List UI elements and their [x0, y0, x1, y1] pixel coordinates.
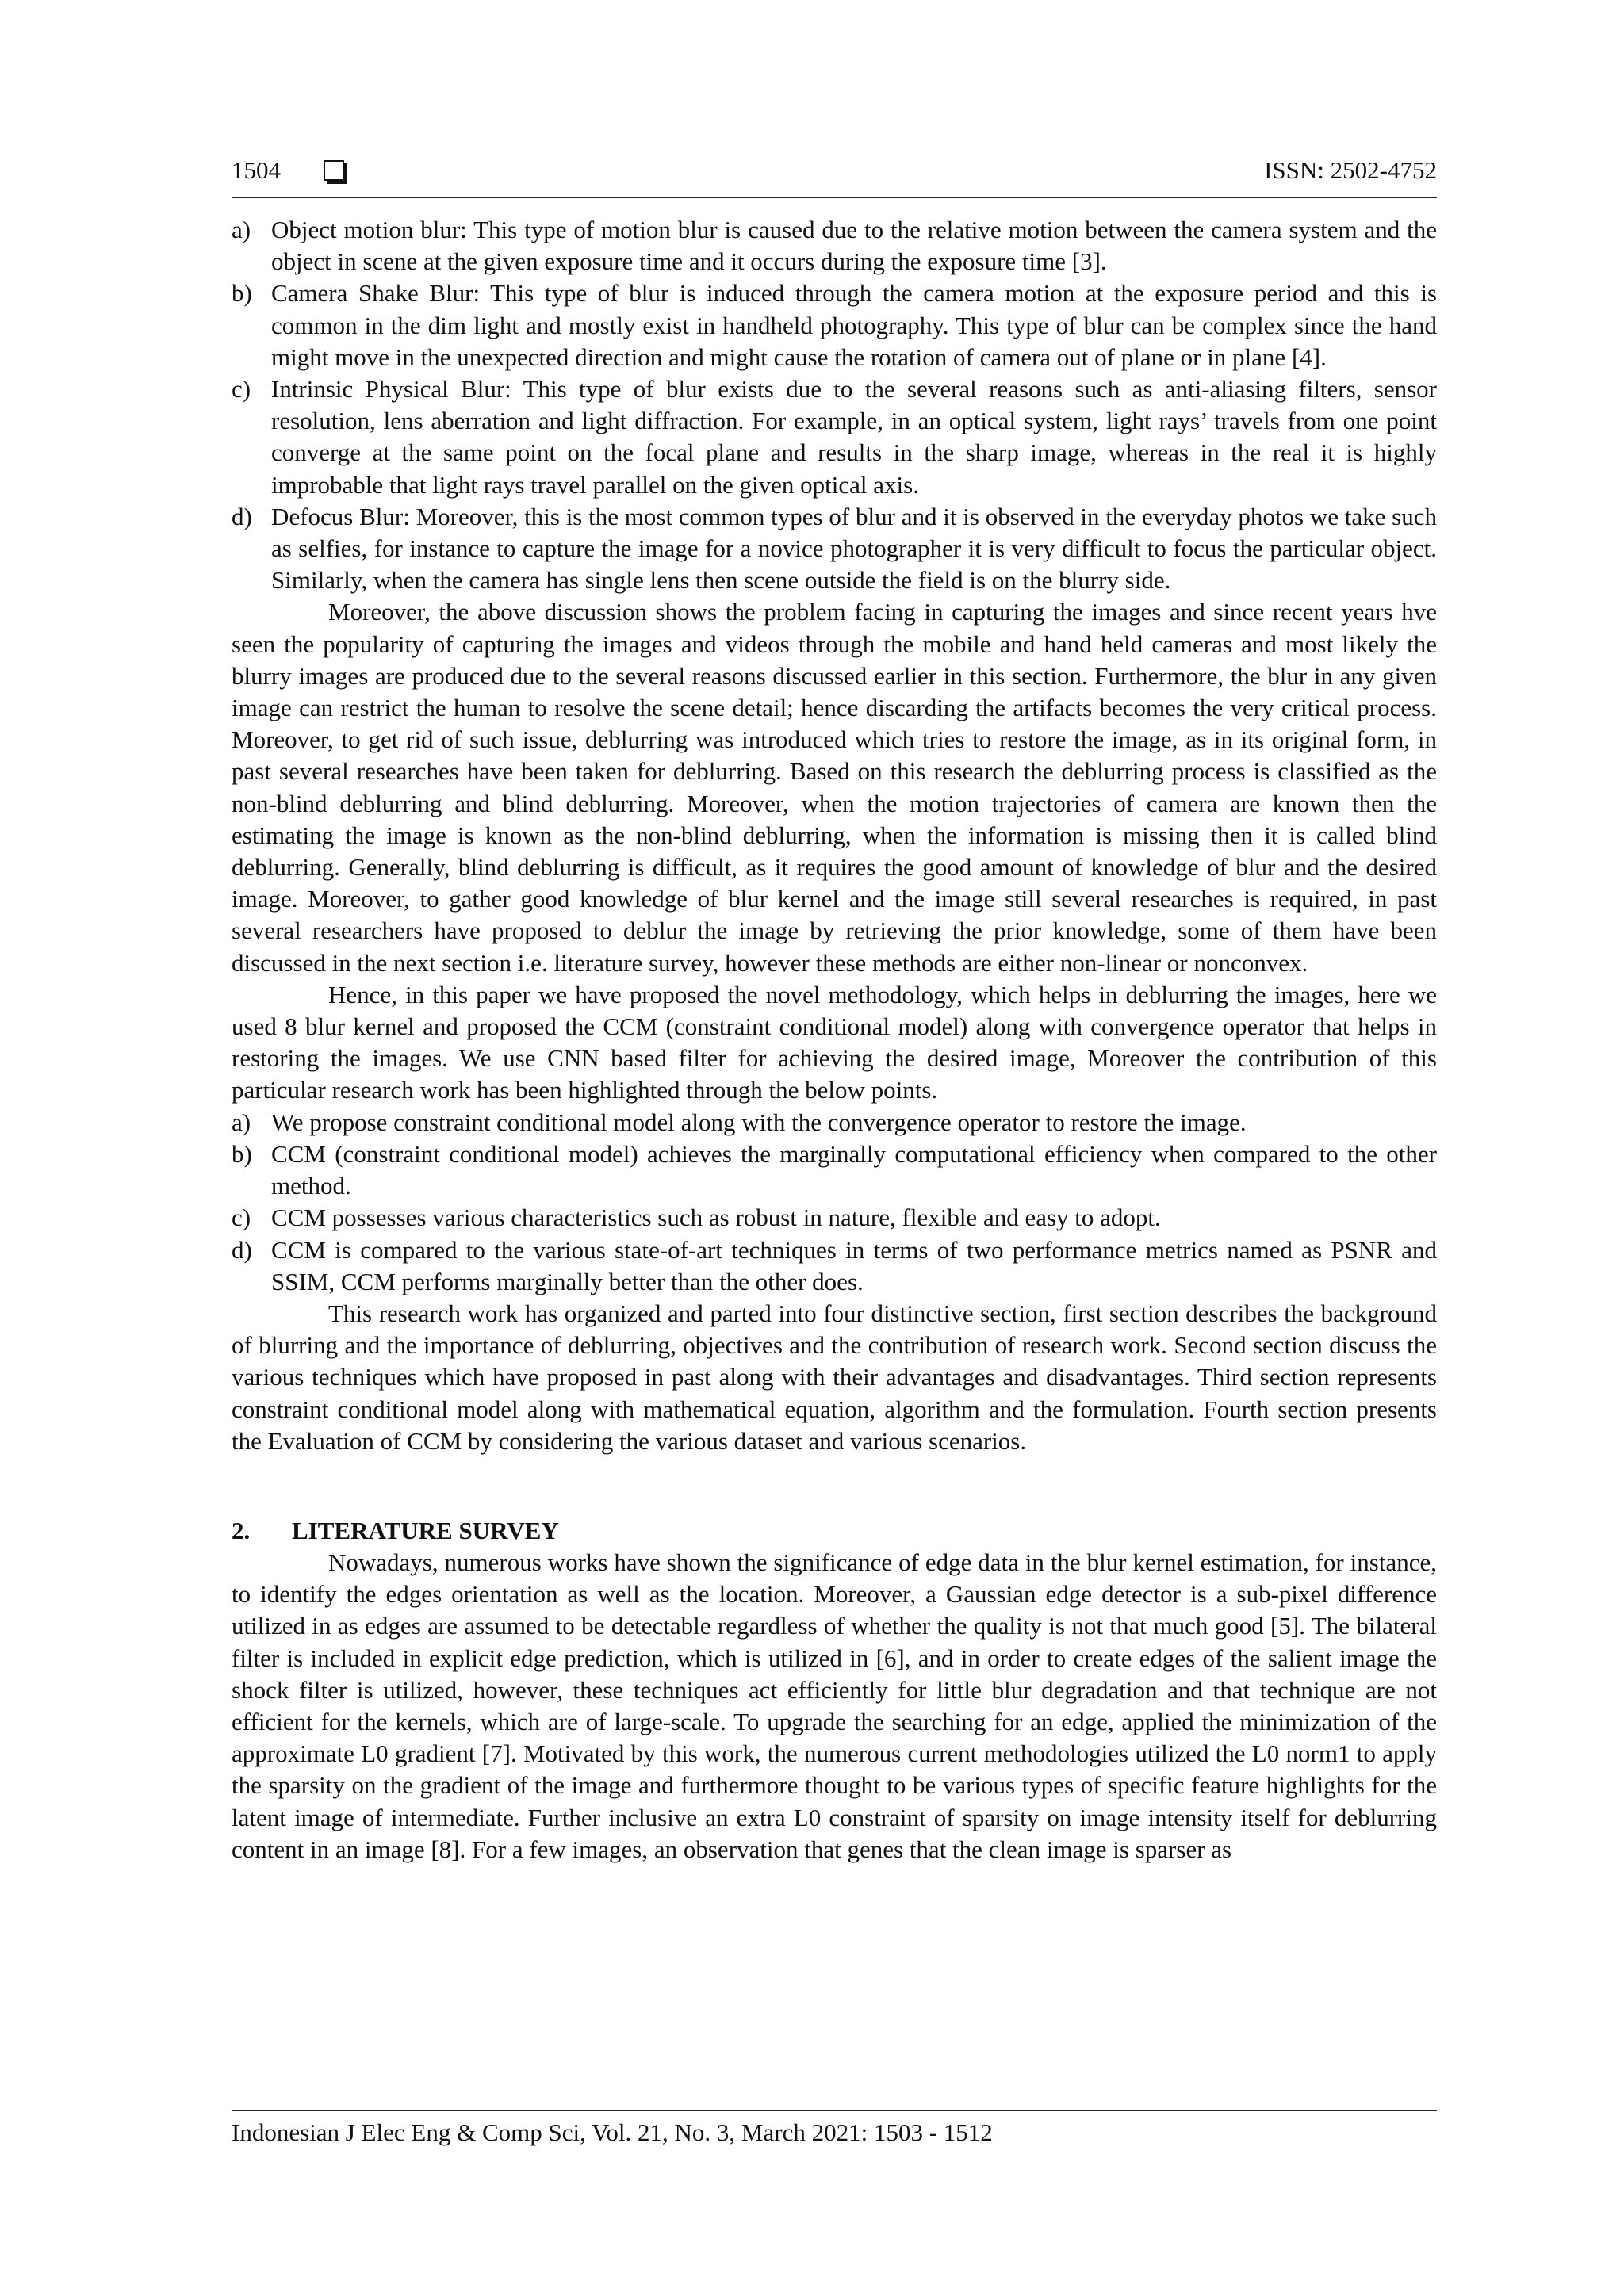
list-item-text: CCM is compared to the various state-of-art techniques in terms of two performance metrics named as PSNR and SSIM, CCM performs marginally better than the other does.: [271, 1235, 1437, 1295]
list-item: [232, 373, 1437, 501]
journal-citation: Indonesian J Elec Eng & Comp Sci, Vol. 21, No. 3, March 2021: 1503 - 1512: [232, 2118, 993, 2146]
contributions-list: [232, 1107, 1437, 1298]
page-number: 1504: [232, 156, 281, 184]
footer-rule: [232, 2110, 1437, 2111]
list-item: [232, 1107, 1437, 1138]
list-item-text: Camera Shake Blur: This type of blur is induced through the camera motion at the exposure period and this is common in the dim light and mostly exist in handheld photography. This type of blur can be complex since the hand might move in the unexpected direction and might cause the rotation of camera out of plane or in plane [4].: [271, 279, 1437, 371]
issn-label: ISSN: 2502-4752: [1264, 156, 1437, 184]
list-item: [232, 1234, 1437, 1298]
section-number: 2.: [232, 1516, 251, 1544]
list-item: [232, 501, 1437, 597]
list-item: [232, 214, 1437, 277]
list-marker: c): [232, 1203, 251, 1232]
paragraph: Hence, in this paper we have proposed the novel methodology, which helps in deblurring the images, here we used 8 blur kernel and proposed the CCM (constraint conditional model) along with convergence operator that helps in restoring the images. We use CNN based filter for achieving the desired image, Moreover the contribution of this particular research work has been highlighted through the below points.: [232, 980, 1437, 1104]
list-marker: b): [232, 279, 252, 308]
list-marker: a): [232, 1108, 251, 1136]
blur-types-list: [232, 214, 1437, 596]
list-item-text: CCM (constraint conditional model) achieves the marginally computational efficiency when compared to the other method.: [271, 1139, 1437, 1200]
list-item-text: Defocus Blur: Moreover, this is the most common types of blur and it is observed in the everyday photos we take such as selfies, for instance to capture the image for a novice photographer it is very difficult to focus the particular object. Similarly, when the camera has single lens then scene outside the field is on the blurry side.: [271, 502, 1437, 595]
paragraph: Moreover, the above discussion shows the problem facing in capturing the images and since recent years hve seen the popularity of capturing the images and videos through the mobile and hand held cameras and most likely the blurry images are produced due to the several reasons discussed earlier in this section. Furthermore, the blur in any given image can restrict the human to resolve the scene detail; hence discarding the artifacts becomes the very critical process. Moreover, to get rid of such issue, deblurring was introduced which tries to restore the image, as in its original form, in past several researches have been taken for deblurring. Based on this research the deblurring process is classified as the non-blind deblurring and blind deblurring. Moreover, when the motion trajectories of camera are known then the estimating the image is known as the non-blind deblurring, when the information is missing then it is called blind deblurring. Generally, blind deblurring is difficult, as it requires the good amount of knowledge of blur and the desired image. Moreover, to gather good knowledge of blur kernel and the image still several researches is required, in past several researchers have proposed to deblur the image by retrieving the prior knowledge, some of them have been discussed in the next section i.e. literature survey, however these methods are either non-linear or nonconvex.: [232, 598, 1437, 977]
list-item-text: CCM possesses various characteristics such as robust in nature, flexible and easy to adopt.: [271, 1203, 1161, 1232]
list-item: [232, 1138, 1437, 1202]
paragraph: This research work has organized and parted into four distinctive section, first section describes the background of blurring and the importance of deblurring, objectives and the contribution of research work. Second section discuss the various techniques which have proposed in past along with their advantages and disadvantages. Third section represents constraint conditional model along with mathematical equation, algorithm and the formulation. Fourth section presents the Evaluation of CCM by considering the various dataset and various scenarios.: [232, 1299, 1437, 1455]
checkbox-square-icon: [324, 160, 344, 181]
section-title: LITERATURE SURVEY: [292, 1516, 559, 1544]
list-marker: b): [232, 1139, 252, 1168]
list-item: [232, 277, 1437, 373]
body-text: [232, 214, 1437, 1866]
list-marker: c): [232, 375, 251, 404]
list-item-text: Intrinsic Physical Blur: This type of blur exists due to the several reasons such as anti-aliasing filters, sensor resolution, lens aberration and light diffraction. For example, in an optical system, light rays’ travels from one point converge at the same point on the focal plane and results in the sharp image, whereas in the real it is highly improbable that light rays travel parallel on the given optical axis.: [271, 375, 1437, 499]
list-marker: d): [232, 502, 252, 530]
list-item: [232, 1202, 1437, 1234]
list-marker: d): [232, 1235, 252, 1264]
list-item-text: We propose constraint conditional model along with the convergence operator to restore the image.: [271, 1108, 1247, 1136]
list-marker: a): [232, 216, 251, 243]
list-item-text: Object motion blur: This type of motion blur is caused due to the relative motion between the camera system and the object in scene at the given exposure time and it occurs during the exposure time [3].: [271, 216, 1437, 276]
paragraph: Nowadays, numerous works have shown the significance of edge data in the blur kernel estimation, for instance, to identify the edges orientation as well as the location. Moreover, a Gaussian edge detector is a sub-pixel difference utilized in as edges are assumed to be detectable regardless of whether the quality is not that much good [5]. The bilateral filter is included in explicit edge prediction, which is utilized in [6], and in order to create edges of the salient image the shock filter is utilized, however, these techniques act efficiently for little blur degradation and that technique are not efficient for the kernels, which are of large-scale. To upgrade the searching for an edge, applied the minimization of the approximate L0 gradient [7]. Motivated by this work, the numerous current methodologies utilized the L0 norm1 to apply the sparsity on the gradient of the image and furthermore thought to be various types of specific feature highlights for the latent image of intermediate. Further inclusive an extra L0 constraint of sparsity on image intensity itself for deblurring content in an image [8]. For a few images, an observation that genes that the clean image is sparser as: [232, 1548, 1437, 1863]
section-heading: [232, 1515, 1437, 1547]
running-header: [232, 151, 1437, 190]
header-rule: [232, 197, 1437, 198]
